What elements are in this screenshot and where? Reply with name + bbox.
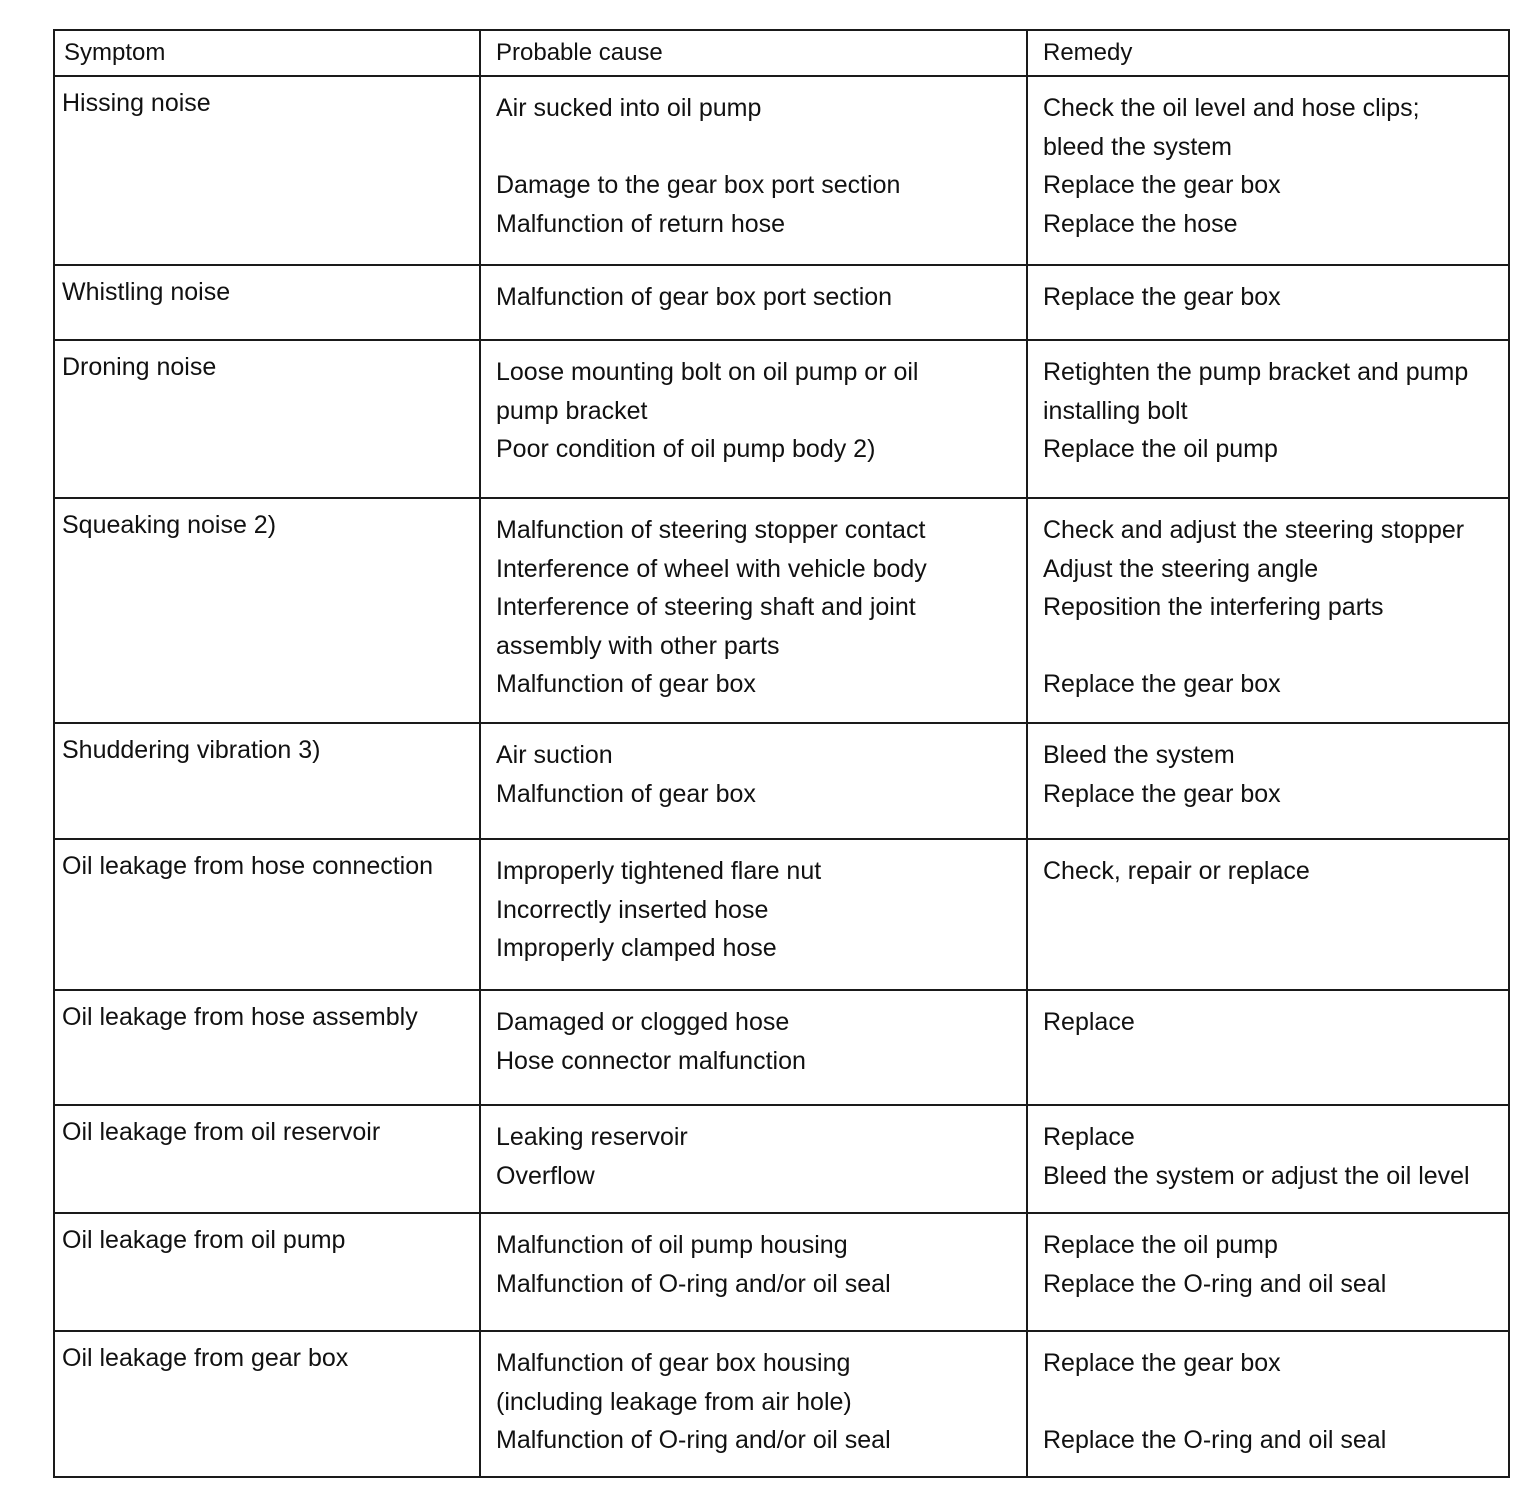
remedy-line: Replace the oil pump [1043,435,1278,463]
table-row [54,839,1509,990]
cause-line: Hose connector malfunction [496,1046,806,1075]
table-body [54,76,1509,1477]
symptom-cell: Squeaking noise 2) [54,498,480,723]
remedy-line: bleed the system [1043,132,1232,161]
remedy-cell [1027,839,1509,990]
remedy-cell [1027,76,1509,265]
remedy-line: Adjust the steering angle [1043,554,1319,583]
probable-cause-cell [480,990,1027,1105]
table-row [54,265,1509,340]
table-row [54,340,1509,498]
cause-line: Malfunction of gear box housing [496,1349,851,1377]
remedy-line: installing bolt [1043,396,1188,425]
remedy-line [1043,627,1506,666]
cause-line: Malfunction of return hose [496,209,786,238]
cause-line: Air sucked into oil pump [496,94,762,122]
header-probable-cause: Probable cause [480,30,1027,76]
cause-line: Poor condition of oil pump body 2) [496,435,876,463]
symptom-cell: Hissing noise [54,76,480,265]
remedy-line: Replace [1043,1008,1135,1036]
remedy-line: Replace the hose [1043,209,1238,238]
cause-line: Malfunction of gear box [496,779,756,808]
troubleshooting-table [53,29,1510,1478]
remedy-line: Replace the O-ring and oil seal [1043,1269,1387,1298]
remedy-cell [1027,265,1509,340]
probable-cause-cell [480,723,1027,839]
cause-line: Damage to the gear box port section [496,171,901,199]
symptom-cell: Whistling noise [54,265,480,340]
symptom-cell: Droning noise [54,340,480,498]
table-row [54,723,1509,839]
symptom-cell: Oil leakage from gear box [54,1331,480,1477]
remedy-cell [1027,1105,1509,1213]
cause-line: Leaking reservoir [496,1123,688,1151]
remedy-line: Bleed the system [1043,741,1235,769]
probable-cause-cell [480,1331,1027,1477]
cause-line: assembly with other parts [496,631,780,660]
remedy-cell [1027,1331,1509,1477]
cause-line: Overflow [496,1161,595,1190]
symptom-cell: Oil leakage from oil pump [54,1213,480,1331]
cause-line: Malfunction of O-ring and/or oil seal [496,1426,891,1454]
header-symptom: Symptom [54,30,480,76]
remedy-line: Retighten the pump bracket and pump [1043,358,1469,386]
cause-line: Loose mounting bolt on oil pump or oil [496,358,919,386]
remedy-line: Check, repair or replace [1043,857,1310,885]
probable-cause-cell [480,340,1027,498]
remedy-cell [1027,990,1509,1105]
table-row [54,1213,1509,1331]
cause-line: Interference of wheel with vehicle body [496,554,927,583]
cause-line: pump bracket [496,396,648,425]
remedy-line: Replace the gear box [1043,779,1281,808]
remedy-line: Replace [1043,1123,1135,1151]
remedy-cell [1027,498,1509,723]
remedy-line: Replace the gear box [1043,1349,1281,1377]
remedy-line: Check and adjust the steering stopper [1043,516,1465,544]
symptom-cell: Oil leakage from hose assembly [54,990,480,1105]
remedy-line: Replace the gear box [1043,283,1281,311]
probable-cause-cell [480,265,1027,340]
probable-cause-cell [480,1105,1027,1213]
table-row [54,76,1509,265]
cause-line: Improperly clamped hose [496,934,777,962]
header-remedy: Remedy [1027,30,1509,76]
remedy-line: Replace the gear box [1043,171,1281,199]
cause-line: Damaged or clogged hose [496,1008,790,1036]
remedy-line: Check the oil level and hose clips; [1043,94,1420,122]
cause-line: Malfunction of oil pump housing [496,1231,848,1259]
cause-line: (including leakage from air hole) [496,1387,852,1416]
cause-line: Malfunction of steering stopper contact [496,516,926,544]
cause-line: Malfunction of O-ring and/or oil seal [496,1269,891,1298]
cause-line [496,128,1022,167]
cause-line: Air suction [496,741,613,769]
cause-line: Malfunction of gear box [496,670,756,698]
probable-cause-cell [480,76,1027,265]
symptom-cell: Oil leakage from hose connection [54,839,480,990]
table-row [54,498,1509,723]
symptom-cell: Oil leakage from oil reservoir [54,1105,480,1213]
cause-line: Improperly tightened flare nut [496,857,822,885]
header-row [54,30,1509,76]
remedy-line: Bleed the system or adjust the oil level [1043,1161,1470,1190]
table-row [54,990,1509,1105]
table-row [54,1331,1509,1477]
probable-cause-cell [480,839,1027,990]
remedy-cell [1027,1213,1509,1331]
symptom-cell: Shuddering vibration 3) [54,723,480,839]
remedy-line: Replace the oil pump [1043,1231,1278,1259]
cause-line: Malfunction of gear box port section [496,283,893,311]
table-row [54,1105,1509,1213]
remedy-line [1043,1383,1506,1422]
remedy-line: Replace the O-ring and oil seal [1043,1426,1387,1454]
probable-cause-cell [480,498,1027,723]
cause-line: Interference of steering shaft and joint [496,593,916,621]
cause-line: Incorrectly inserted hose [496,895,769,924]
remedy-cell [1027,723,1509,839]
remedy-line: Replace the gear box [1043,670,1281,698]
remedy-line: Reposition the interfering parts [1043,593,1384,621]
probable-cause-cell [480,1213,1027,1331]
remedy-cell [1027,340,1509,498]
